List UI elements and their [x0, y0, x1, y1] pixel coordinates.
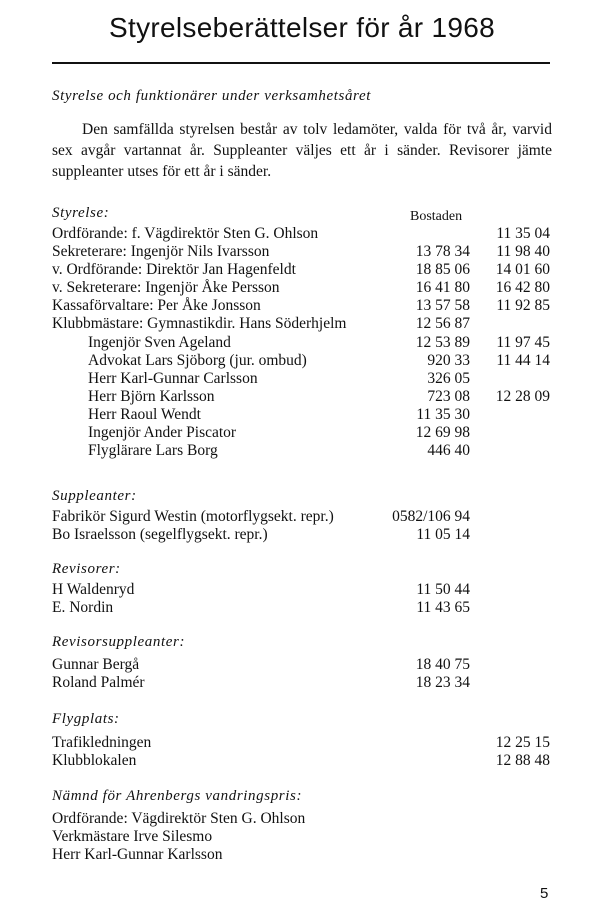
home-phone: 18 85 06	[415, 261, 470, 279]
home-phone: 12 69 98	[415, 424, 470, 442]
home-phone: 723 08	[427, 387, 470, 405]
list-namnd	[52, 810, 552, 864]
work-phone: 11 92 85	[496, 297, 550, 315]
page-title: Styrelseberättelser för år 1968	[109, 12, 495, 43]
person-name: Sekreterare: Ingenjör Nils Ivarsson	[52, 243, 270, 261]
list-item	[52, 581, 552, 599]
person-name: Advokat Lars Sjöborg (jur. ombud)	[88, 351, 307, 369]
list-suppleanter	[52, 508, 552, 544]
home-phone: 18 23 34	[415, 674, 470, 692]
person-name: Klubblokalen	[52, 752, 137, 770]
section-heading-namnd: Nämnd för Ahrenbergs vandringspris:	[52, 788, 303, 804]
section-heading-revisorsuppleanter: Revisorsuppleanter:	[52, 634, 186, 650]
list-item	[52, 846, 552, 864]
list-item	[52, 674, 552, 692]
list-item	[52, 810, 552, 828]
work-phone: 11 44 14	[496, 351, 550, 369]
home-phone: 11 35 30	[416, 405, 470, 423]
list-item	[52, 352, 552, 370]
list-item	[52, 734, 552, 752]
title-rule	[52, 62, 550, 64]
list-item	[52, 406, 552, 424]
work-phone: 16 42 80	[495, 279, 550, 297]
list-item	[52, 315, 552, 333]
person-name: Bo Israelsson (segelflygsekt. repr.)	[52, 526, 268, 544]
home-phone: 11 43 65	[416, 599, 470, 617]
list-item	[52, 752, 552, 770]
home-phone: 13 78 34	[415, 243, 470, 261]
person-name: Herr Raoul Wendt	[88, 405, 201, 423]
home-phone: 12 56 87	[415, 315, 470, 333]
list-item	[52, 261, 552, 279]
home-phone: 0582/106 94	[392, 508, 470, 525]
list-revisorsuppleanter	[52, 656, 552, 692]
work-phone: 12 88 48	[495, 752, 550, 770]
list-item	[52, 225, 552, 243]
list-item	[52, 388, 552, 406]
list-item	[52, 828, 552, 846]
person-name: Ordförande: Vägdirektör Sten G. Ohlson	[52, 810, 306, 827]
list-item	[52, 599, 552, 617]
home-phone: 13 57 58	[415, 297, 470, 315]
home-phone: 11 50 44	[416, 581, 470, 598]
page-number: 5	[540, 885, 549, 902]
list-item	[52, 243, 552, 261]
subtitle: Styrelse och funktionärer under verksamhetsåret	[52, 88, 371, 104]
work-phone: 12 28 09	[495, 387, 550, 405]
list-item	[52, 297, 552, 315]
home-phone: 920 33	[427, 351, 470, 369]
column-header-bostaden: Bostaden	[410, 209, 463, 224]
person-name: Fabrikör Sigurd Westin (motorflygsekt. repr.)	[52, 508, 334, 525]
section-heading-revisorer: Revisorer:	[52, 561, 121, 577]
person-name: Kassaförvaltare: Per Åke Jonsson	[52, 297, 261, 315]
home-phone: 18 40 75	[415, 656, 470, 673]
list-item	[52, 526, 552, 544]
person-name: v. Ordförande: Direktör Jan Hagenfeldt	[52, 261, 296, 279]
person-name: Herr Karl-Gunnar Carlsson	[88, 369, 258, 387]
list-styrelse	[52, 225, 552, 460]
list-item	[52, 508, 552, 526]
intro-paragraph: Den samfällda styrelsen består av tolv ledamöter, valda för två år, varvid sex avgår vartannat år. Suppleanter väljes ett år i sänder. Revisorer jämte suppleanter utses för ett år i sänder.	[52, 121, 552, 180]
work-phone: 11 97 45	[496, 333, 550, 351]
list-item	[52, 442, 552, 460]
home-phone: 12 53 89	[415, 333, 470, 351]
work-phone: 11 98 40	[496, 243, 550, 261]
list-flygplats	[52, 734, 552, 770]
person-name: Ingenjör Sven Ageland	[88, 333, 231, 351]
list-revisorer	[52, 581, 552, 617]
person-name: H Waldenryd	[52, 581, 135, 598]
work-phone: 12 25 15	[495, 734, 550, 751]
home-phone: 16 41 80	[415, 279, 470, 297]
list-item	[52, 370, 552, 388]
section-heading-flygplats: Flygplats:	[52, 711, 120, 727]
person-name: Ingenjör Ander Piscator	[88, 424, 237, 442]
person-name: Roland Palmér	[52, 674, 145, 692]
person-name: v. Sekreterare: Ingenjör Åke Persson	[52, 279, 280, 297]
list-item	[52, 279, 552, 297]
list-item	[52, 424, 552, 442]
person-name: Flyglärare Lars Borg	[88, 442, 218, 460]
person-name: E. Nordin	[52, 599, 114, 617]
section-heading-styrelse: Styrelse:	[52, 205, 110, 221]
person-name: Herr Karl-Gunnar Karlsson	[52, 846, 223, 864]
home-phone: 11 05 14	[416, 526, 470, 544]
home-phone: 326 05	[427, 369, 470, 387]
list-item	[52, 334, 552, 352]
section-heading-suppleanter: Suppleanter:	[52, 488, 137, 504]
list-item	[52, 656, 552, 674]
person-name: Trafikledningen	[52, 734, 152, 751]
home-phone: 446 40	[427, 442, 470, 460]
person-name: Gunnar Bergå	[52, 656, 140, 673]
person-name: Klubbmästare: Gymnastikdir. Hans Söderhjelm	[52, 315, 347, 333]
person-name: Ordförande: f. Vägdirektör Sten G. Ohlson	[52, 225, 319, 242]
work-phone: 11 35 04	[496, 225, 550, 242]
person-name: Herr Björn Karlsson	[88, 387, 215, 405]
work-phone: 14 01 60	[495, 261, 550, 279]
person-name: Verkmästare Irve Silesmo	[52, 828, 213, 846]
